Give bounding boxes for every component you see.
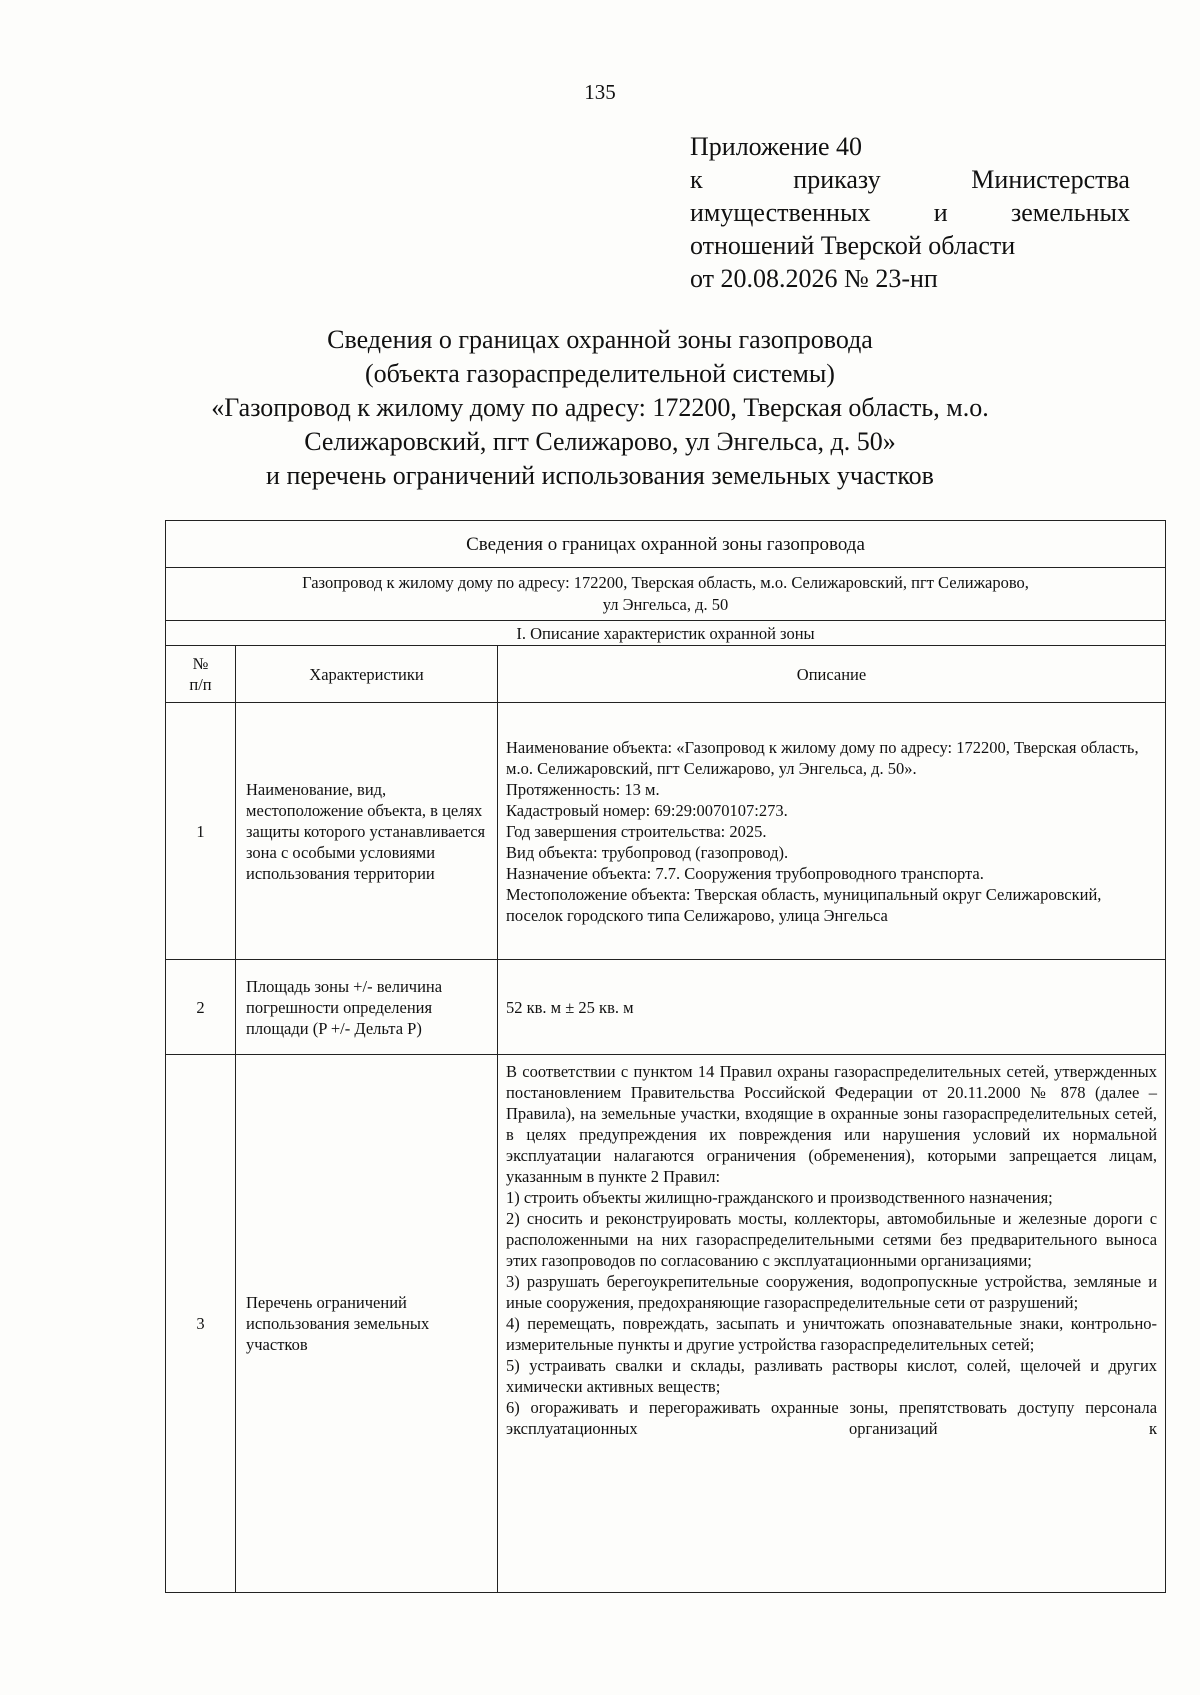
appendix-word: к <box>690 165 703 194</box>
table-row <box>166 703 1166 960</box>
appendix-word: Министерства <box>971 165 1130 194</box>
table-row <box>166 1055 1166 1593</box>
restriction-item: 3) разрушать берегоукрепительные сооружения, водопропускные устройства, земляные и иные сооружения, предохраняющие газораспределительные сети от разрушений; <box>506 1272 1158 1312</box>
description-line: Наименование объекта: «Газопровод к жилому дому по адресу: 172200, Тверская область, м.о. Селижаровский, пгт Селижарово, ул Энгельса, д. 50». <box>506 737 1139 778</box>
restriction-item: 6) огораживать и перегораживать охранные зоны, препятствовать доступу персонала эксплуатационных организаций к <box>506 1398 1158 1438</box>
header-description: Описание <box>498 646 1166 703</box>
heading-line-1: Сведения о границах охранной зоны газопровода <box>327 325 873 354</box>
table-object-name <box>166 568 1166 621</box>
page-number: 135 <box>584 80 616 104</box>
row-characteristic: Площадь зоны +/- величина погрешности определения площади (P +/- Дельта P) <box>236 960 498 1055</box>
table-title: Сведения о границах охранной зоны газопровода <box>166 521 1166 568</box>
heading-line-4: Селижаровский, пгт Селижарово, ул Энгельса, д. 50» <box>304 427 896 456</box>
row-number: 1 <box>166 703 236 960</box>
object-line-1: Газопровод к жилому дому по адресу: 172200, Тверская область, м.о. Селижаровский, пгт Селижарово, <box>302 573 1029 592</box>
heading-line-2: (объекта газораспределительной системы) <box>365 359 835 388</box>
row-number: 2 <box>166 960 236 1055</box>
description-line: Год завершения строительства: 2025. <box>506 821 767 841</box>
restriction-item: 5) устраивать свалки и склады, разливать растворы кислот, солей, щелочей и других химически активных веществ; <box>506 1356 1158 1396</box>
appendix-line-5: от 20.08.2026 № 23-нп <box>690 264 938 293</box>
restriction-item: 1) строить объекты жилищно-гражданского и производственного назначения; <box>506 1188 1053 1207</box>
row-characteristic: Наименование, вид, местоположение объекта, в целях защиты которого устанавливается зона с особыми условиями использования территории <box>236 703 498 960</box>
appendix-line-4: отношений Тверской области <box>690 231 1016 260</box>
appendix-word: имущественных <box>690 198 871 227</box>
zone-info-table <box>165 520 1166 1593</box>
appendix-line-1: Приложение 40 <box>690 132 863 161</box>
description-line: Местоположение объекта: Тверская область, муниципальный округ Селижаровский, поселок городского типа Селижарово, улица Энгельса <box>506 884 1102 925</box>
header-num: № п/п <box>166 646 236 703</box>
row-description <box>498 1055 1166 1593</box>
object-line-2: ул Энгельса, д. 50 <box>602 595 729 614</box>
description-line: Вид объекта: трубопровод (газопровод). <box>506 842 789 862</box>
description-line: Кадастровый номер: 69:29:0070107:273. <box>506 800 788 820</box>
row-number: 3 <box>166 1055 236 1593</box>
description-line: Протяженность: 13 м. <box>506 779 660 799</box>
appendix-word: приказу <box>793 165 881 194</box>
table-row <box>166 960 1166 1055</box>
appendix-word: земельных <box>1010 198 1130 227</box>
appendix-line-3 <box>690 196 1130 229</box>
heading-line-5: и перечень ограничений использования земельных участков <box>266 461 934 490</box>
row-description <box>498 703 1166 960</box>
appendix-word: и <box>933 198 948 227</box>
description-line: Назначение объекта: 7.7. Сооружения трубопроводного транспорта. <box>506 863 984 883</box>
heading-line-3: «Газопровод к жилому дому по адресу: 172200, Тверская область, м.о. <box>211 393 989 422</box>
header-characteristics: Характеристики <box>236 646 498 703</box>
appendix-line-2 <box>690 163 1130 196</box>
appendix-block <box>690 130 1130 295</box>
restriction-item: 4) перемещать, повреждать, засыпать и уничтожать опознавательные знаки, контрольно-измерительные пункты и другие устройства газораспределительных сетей; <box>506 1314 1158 1354</box>
table-section-title: I. Описание характеристик охранной зоны <box>166 621 1166 646</box>
row-description: 52 кв. м ± 25 кв. м <box>498 960 1166 1055</box>
restriction-item: 2) сносить и реконструировать мосты, коллекторы, автомобильные и железные дороги с расположенными на них газораспределительными сетями без предварительного выноса этих газопроводов по согласованию с эксплуатационными организациями; <box>506 1209 1158 1270</box>
row-characteristic: Перечень ограничений использования земельных участков <box>236 1055 498 1593</box>
restriction-intro: В соответствии с пунктом 14 Правил охраны газораспределительных сетей, утвержденных постановлением Правительства Российской Федерации от 20.11.2000 № 878 (далее – Правила), на земельные участки, входящие в охранные зоны газораспределительных сетей, в целях предупреждения их повреждения или нарушения условий их нормальной эксплуатации налагаются ограничения (обременения), которыми запрещается лицам, указанным в пункте 2 Правил: <box>506 1062 1158 1186</box>
document-heading <box>0 323 1200 493</box>
